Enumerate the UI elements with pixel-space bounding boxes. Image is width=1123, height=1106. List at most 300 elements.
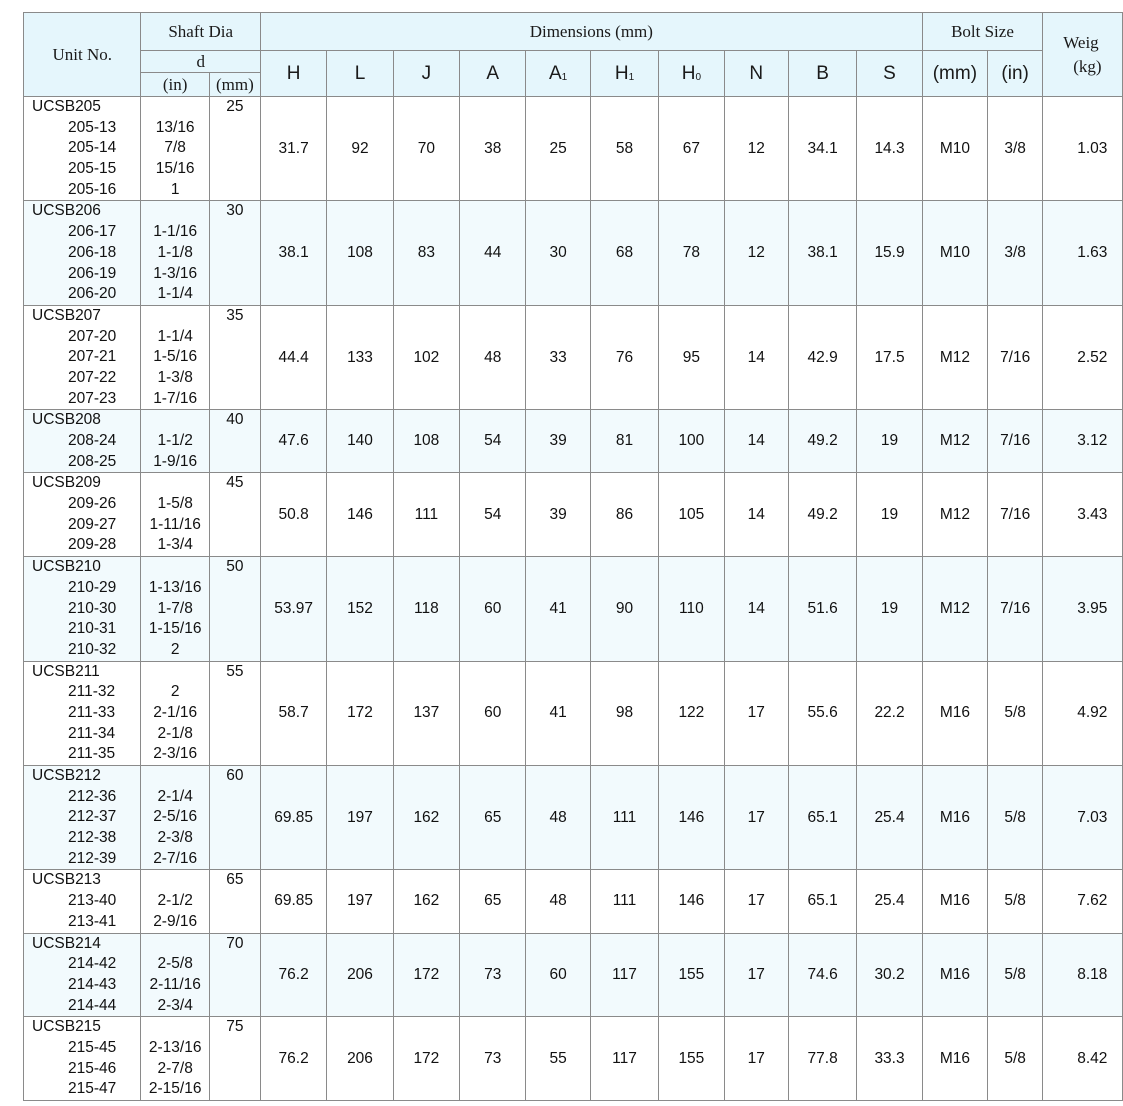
shaft-in-value: 2-3/16: [153, 745, 198, 763]
shaft-mm-value: 50: [226, 558, 244, 576]
dimension-cell: 33: [526, 305, 590, 409]
dimension-cell: 39: [526, 473, 590, 557]
unit-sub-model: 213-40: [68, 892, 117, 910]
dimension-cell: 49.2: [788, 410, 856, 473]
shaft-in-cell: [141, 766, 209, 870]
dimension-cell: 50.8: [260, 473, 326, 557]
col-header: A: [460, 51, 526, 97]
shaft-in-value: 2-7/16: [153, 849, 198, 867]
spacer: [141, 410, 208, 431]
shaft-in-cell: [141, 557, 209, 661]
dimension-cell: 122: [659, 661, 724, 765]
shaft-in-value: 2-15/16: [148, 1080, 202, 1098]
shaft-mm-value: 65: [226, 871, 244, 889]
dimension-cell: 197: [327, 870, 393, 933]
dimension-cell: 17: [724, 1017, 788, 1101]
unit-sub-model: 210-29: [68, 578, 117, 596]
shaft-in-cell: [141, 305, 209, 409]
shaft-mm-value: 75: [226, 1018, 244, 1036]
shaft-in-cell: [141, 1017, 209, 1101]
shaft-in-value: 1-1/4: [157, 285, 193, 303]
unit-sub-model: 211-33: [68, 703, 116, 721]
shaft-mm-value: 25: [226, 98, 244, 115]
dimension-cell: 206: [327, 1017, 393, 1101]
dimension-cell: 90: [590, 557, 658, 661]
dimension-cell: 54: [460, 410, 526, 473]
dimension-cell: 58.7: [260, 661, 326, 765]
unit-no-cell: [24, 766, 141, 870]
dimension-cell: 44.4: [260, 305, 326, 409]
table-row: [24, 870, 1123, 933]
bolt-mm-cell: M12: [922, 473, 987, 557]
dimension-cell: 48: [526, 870, 590, 933]
bolt-in-cell: 5/8: [988, 661, 1043, 765]
col-header: J: [393, 51, 459, 97]
unit-no-cell: [24, 933, 141, 1017]
unit-sub-model: 210-30: [68, 599, 117, 617]
shaft-mm-value: 30: [226, 202, 244, 220]
weight-header-bottom: (kg): [1073, 56, 1102, 76]
unit-model: UCSB210: [32, 558, 101, 576]
dimension-cell: 117: [590, 1017, 658, 1101]
unit-no-cell: [24, 97, 141, 201]
shaft-in-cell: [141, 661, 209, 765]
unit-sub-model: 214-43: [68, 975, 117, 993]
table-row: [24, 97, 1123, 201]
shaft-mm-cell: [209, 766, 260, 870]
table-row: [24, 661, 1123, 765]
shaft-mm-value: 60: [226, 767, 244, 784]
dimension-cell: 108: [393, 410, 459, 473]
dimension-cell: 98: [590, 661, 658, 765]
shaft-d-header: d: [141, 51, 260, 73]
dimension-cell: 76.2: [260, 933, 326, 1017]
col-header: $H_1$: [590, 51, 658, 97]
shaft-mm-cell: [209, 1017, 260, 1101]
dimension-cell: 108: [327, 201, 393, 305]
dimension-cell: 30.2: [857, 933, 922, 1017]
unit-sub-model: 205-15: [68, 160, 117, 178]
col-header: L: [327, 51, 393, 97]
dimension-cell: 17: [724, 870, 788, 933]
dimension-cell: 100: [659, 410, 724, 473]
shaft-mm-cell: [209, 305, 260, 409]
table-row: [24, 410, 1123, 473]
dimension-cell: 14: [724, 557, 788, 661]
unit-sub-model: 212-36: [68, 787, 117, 805]
dimension-cell: 49.2: [788, 473, 856, 557]
unit-sub-model: 206-19: [68, 264, 117, 282]
bolt-in-cell: 7/16: [988, 473, 1043, 557]
dimension-cell: 105: [659, 473, 724, 557]
dimension-cell: 146: [659, 870, 724, 933]
bolt-in-cell: 7/16: [988, 557, 1043, 661]
dimension-cell: 60: [460, 661, 526, 765]
dimension-cell: 76.2: [260, 1017, 326, 1101]
dimension-cell: 48: [460, 305, 526, 409]
dimension-cell: 74.6: [788, 933, 856, 1017]
dimension-cell: 65.1: [788, 870, 856, 933]
dimension-cell: 69.85: [260, 766, 326, 870]
dimension-cell: 14: [724, 410, 788, 473]
shaft-in-value: 1-1/8: [157, 243, 193, 261]
weight-header-top: Weig: [1063, 32, 1099, 52]
dimension-cell: 162: [393, 766, 459, 870]
shaft-in-value: 2-1/4: [157, 787, 193, 805]
dimension-cell: 83: [393, 201, 459, 305]
shaft-mm-value: 45: [226, 474, 244, 492]
bolt-in-cell: 3/8: [988, 97, 1043, 201]
shaft-mm-cell: [209, 473, 260, 557]
shaft-in-header: (in): [141, 73, 209, 97]
dimension-cell: 25.4: [857, 870, 922, 933]
shaft-in-value: 2-3/8: [157, 829, 193, 847]
dimension-cell: 48: [526, 766, 590, 870]
shaft-in-cell: [141, 473, 209, 557]
dimension-cell: 17: [724, 766, 788, 870]
shaft-in-value: 1-3/4: [157, 536, 193, 554]
weight-cell: 3.43: [1043, 473, 1123, 557]
dimension-cell: 60: [460, 557, 526, 661]
table-row: [24, 201, 1123, 305]
shaft-in-value: 1: [170, 180, 180, 198]
table-row: [24, 933, 1123, 1017]
unit-sub-model: 206-20: [68, 285, 117, 303]
unit-model: UCSB215: [32, 1018, 101, 1036]
shaft-in-value: 1-1/16: [153, 223, 198, 241]
dimension-cell: 19: [857, 473, 922, 557]
bolt-in-cell: 5/8: [988, 766, 1043, 870]
unit-sub-model: 205-13: [68, 118, 117, 136]
dimension-cell: 146: [659, 766, 724, 870]
unit-model: UCSB213: [32, 871, 101, 889]
dimension-cell: 55.6: [788, 661, 856, 765]
shaft-in-value: 1-1/2: [157, 432, 193, 449]
dimension-cell: 55: [526, 1017, 590, 1101]
unit-sub-model: 213-41: [68, 912, 117, 930]
dimension-cell: 78: [659, 201, 724, 305]
shaft-in-cell: [141, 870, 209, 933]
spacer: [141, 97, 208, 118]
shaft-in-value: 1-3/8: [157, 368, 193, 386]
dimension-cell: 65: [460, 766, 526, 870]
shaft-mm-value: 40: [226, 411, 244, 429]
shaft-in-value: 2-5/8: [157, 955, 193, 973]
shaft-in-value: 2-1/2: [157, 892, 193, 910]
dimension-cell: 110: [659, 557, 724, 661]
unit-sub-model: 207-22: [68, 368, 117, 386]
unit-sub-model: 210-32: [68, 640, 117, 658]
shaft-mm-cell: [209, 870, 260, 933]
dimension-cell: 155: [659, 1017, 724, 1101]
weight-cell: 7.62: [1043, 870, 1123, 933]
col-header: B: [788, 51, 856, 97]
table-row: [24, 473, 1123, 557]
unit-sub-model: 205-14: [68, 139, 117, 157]
unit-sub-model: 212-38: [68, 829, 117, 847]
bolt-mm-cell: M16: [922, 766, 987, 870]
spec-table-body: [24, 97, 1123, 1101]
dimension-cell: 95: [659, 305, 724, 409]
unit-sub-model: 206-17: [68, 223, 117, 241]
dimension-cell: 118: [393, 557, 459, 661]
shaft-mm-cell: [209, 410, 260, 473]
weight-cell: 8.42: [1043, 1017, 1123, 1101]
dimensions-header: Dimensions (mm): [260, 13, 922, 51]
dimension-cell: 69.85: [260, 870, 326, 933]
shaft-in-value: 2: [170, 640, 180, 658]
bolt-mm-cell: M16: [922, 661, 987, 765]
dimension-cell: 41: [526, 661, 590, 765]
weight-cell: 1.63: [1043, 201, 1123, 305]
dimension-cell: 14.3: [857, 97, 922, 201]
dimension-cell: 53.97: [260, 557, 326, 661]
shaft-in-cell: [141, 97, 209, 201]
unit-sub-model: 211-34: [68, 724, 116, 742]
shaft-in-value: 2-3/4: [157, 996, 193, 1014]
dimension-cell: 34.1: [788, 97, 856, 201]
unit-model: UCSB212: [32, 767, 101, 784]
unit-model: UCSB209: [32, 474, 101, 492]
unit-sub-model: 215-45: [68, 1038, 117, 1056]
unit-no-cell: [24, 870, 141, 933]
dimension-cell: 33.3: [857, 1017, 922, 1101]
spacer: [141, 557, 208, 578]
dimension-cell: 60: [526, 933, 590, 1017]
dimension-cell: 70: [393, 97, 459, 201]
col-header: S: [857, 51, 922, 97]
weight-cell: 7.03: [1043, 766, 1123, 870]
table-row: [24, 766, 1123, 870]
unit-no-cell: [24, 473, 141, 557]
bolt-in-header: (in): [988, 51, 1043, 97]
dimension-cell: 15.9: [857, 201, 922, 305]
dimension-cell: 14: [724, 473, 788, 557]
shaft-mm-cell: [209, 97, 260, 201]
dimension-cell: 51.6: [788, 557, 856, 661]
dimension-cell: 67: [659, 97, 724, 201]
shaft-in-value: 1-1/4: [157, 327, 193, 345]
dimension-cell: 140: [327, 410, 393, 473]
weight-cell: 3.12: [1043, 410, 1123, 473]
unit-sub-model: 210-31: [68, 620, 117, 638]
dimension-cell: 152: [327, 557, 393, 661]
unit-sub-model: 215-47: [68, 1080, 117, 1098]
unit-no-header: Unit No.: [24, 13, 141, 97]
shaft-in-value: 2-5/16: [153, 808, 198, 826]
dimension-cell: 81: [590, 410, 658, 473]
dimension-cell: 76: [590, 305, 658, 409]
shaft-in-value: 7/8: [164, 139, 186, 157]
dimension-cell: 31.7: [260, 97, 326, 201]
dimension-cell: 86: [590, 473, 658, 557]
bolt-in-cell: 5/8: [988, 1017, 1043, 1101]
spacer: [141, 201, 208, 222]
shaft-in-cell: [141, 201, 209, 305]
shaft-in-value: 2-11/16: [149, 975, 201, 993]
unit-sub-model: 206-18: [68, 243, 117, 261]
bolt-mm-header: (mm): [922, 51, 987, 97]
bolt-size-header: Bolt Size: [922, 13, 1043, 51]
shaft-mm-cell: [209, 557, 260, 661]
dimension-cell: 137: [393, 661, 459, 765]
dimension-cell: 54: [460, 473, 526, 557]
shaft-in-value: 1-7/16: [153, 389, 198, 407]
shaft-mm-cell: [209, 201, 260, 305]
unit-no-cell: [24, 410, 141, 473]
unit-sub-model: 211-35: [68, 745, 116, 763]
dimension-cell: 117: [590, 933, 658, 1017]
dimension-cell: 162: [393, 870, 459, 933]
unit-sub-model: 209-27: [68, 515, 117, 533]
unit-sub-model: 212-39: [68, 849, 117, 867]
dimension-cell: 68: [590, 201, 658, 305]
spacer: [141, 306, 208, 327]
bolt-in-cell: 5/8: [988, 933, 1043, 1017]
shaft-in-value: 2-7/8: [157, 1059, 193, 1077]
unit-sub-model: 209-28: [68, 536, 117, 554]
unit-model: UCSB206: [32, 202, 101, 220]
unit-sub-model: 207-23: [68, 389, 117, 407]
shaft-mm-header: (mm): [209, 73, 260, 97]
bolt-mm-cell: M12: [922, 305, 987, 409]
dimension-cell: 172: [393, 933, 459, 1017]
dimension-cell: 206: [327, 933, 393, 1017]
dimension-cell: 65: [460, 870, 526, 933]
col-header: $H_0$: [659, 51, 724, 97]
dimension-cell: 38: [460, 97, 526, 201]
spacer: [141, 662, 208, 683]
unit-sub-model: 214-42: [68, 955, 117, 973]
weight-cell: 1.03: [1043, 97, 1123, 201]
dimension-cell: 44: [460, 201, 526, 305]
unit-sub-model: 208-24: [68, 432, 117, 449]
unit-sub-model: 207-20: [68, 327, 117, 345]
dimension-cell: 172: [393, 1017, 459, 1101]
bolt-mm-cell: M10: [922, 201, 987, 305]
shaft-in-value: 1-9/16: [153, 452, 198, 470]
shaft-mm-value: 35: [226, 306, 244, 324]
dimension-cell: 38.1: [260, 201, 326, 305]
dimension-cell: 41: [526, 557, 590, 661]
dimension-cell: 39: [526, 410, 590, 473]
table-row: [24, 557, 1123, 661]
unit-sub-model: 209-26: [68, 495, 117, 513]
shaft-in-value: 15/16: [155, 160, 195, 178]
unit-sub-model: 214-44: [68, 996, 117, 1014]
dimension-cell: 73: [460, 1017, 526, 1101]
shaft-mm-cell: [209, 933, 260, 1017]
weight-cell: 4.92: [1043, 661, 1123, 765]
unit-sub-model: 212-37: [68, 808, 117, 826]
bearing-spec-table: [23, 12, 1123, 1101]
unit-no-cell: [24, 305, 141, 409]
dimension-cell: 73: [460, 933, 526, 1017]
unit-sub-model: 211-32: [68, 683, 116, 701]
col-header: H: [260, 51, 326, 97]
weight-cell: 2.52: [1043, 305, 1123, 409]
bolt-mm-cell: M16: [922, 870, 987, 933]
dimension-cell: 14: [724, 305, 788, 409]
weight-cell: 8.18: [1043, 933, 1123, 1017]
shaft-mm-value: 70: [226, 934, 244, 952]
dimension-cell: 111: [590, 870, 658, 933]
spacer: [141, 1017, 208, 1038]
bolt-in-cell: 3/8: [988, 201, 1043, 305]
dimension-cell: 47.6: [260, 410, 326, 473]
dimension-cell: 133: [327, 305, 393, 409]
dimension-cell: 65.1: [788, 766, 856, 870]
shaft-in-value: 13/16: [155, 118, 195, 136]
dimension-cell: 77.8: [788, 1017, 856, 1101]
unit-model: UCSB205: [32, 98, 101, 115]
weight-header: [1043, 13, 1123, 97]
dimension-cell: 38.1: [788, 201, 856, 305]
dimension-cell: 17: [724, 661, 788, 765]
table-row: [24, 305, 1123, 409]
shaft-in-value: 2: [170, 683, 180, 701]
col-header: $A_1$: [526, 51, 590, 97]
shaft-in-cell: [141, 933, 209, 1017]
unit-model: UCSB211: [32, 662, 100, 680]
dimension-cell: 42.9: [788, 305, 856, 409]
shaft-in-value: 1-5/8: [157, 495, 193, 513]
shaft-in-value: 2-9/16: [153, 912, 198, 930]
bolt-in-cell: 7/16: [988, 305, 1043, 409]
dimension-cell: 25.4: [857, 766, 922, 870]
unit-sub-model: 208-25: [68, 452, 117, 470]
spacer: [141, 934, 208, 955]
table-row: [24, 1017, 1123, 1101]
unit-model: UCSB207: [32, 306, 101, 324]
bolt-in-cell: 5/8: [988, 870, 1043, 933]
unit-no-cell: [24, 661, 141, 765]
weight-cell: 3.95: [1043, 557, 1123, 661]
unit-sub-model: 215-46: [68, 1059, 117, 1077]
shaft-in-value: 1-5/16: [153, 348, 198, 366]
unit-sub-model: 205-16: [68, 180, 117, 198]
bolt-in-cell: 7/16: [988, 410, 1043, 473]
shaft-in-value: 2-1/16: [153, 703, 198, 721]
dimension-cell: 197: [327, 766, 393, 870]
dimension-cell: 22.2: [857, 661, 922, 765]
dimension-cell: 17: [724, 933, 788, 1017]
bolt-mm-cell: M16: [922, 933, 987, 1017]
unit-no-cell: [24, 1017, 141, 1101]
shaft-in-value: 2-13/16: [148, 1038, 202, 1056]
dimension-cell: 172: [327, 661, 393, 765]
shaft-in-value: 1-11/16: [149, 515, 201, 533]
unit-sub-model: 207-21: [68, 348, 117, 366]
bolt-mm-cell: M10: [922, 97, 987, 201]
shaft-mm-cell: [209, 661, 260, 765]
shaft-in-value: 2-1/8: [157, 724, 193, 742]
col-header: N: [724, 51, 788, 97]
unit-model: UCSB214: [32, 934, 101, 952]
dimension-cell: 12: [724, 97, 788, 201]
dimension-cell: 58: [590, 97, 658, 201]
dimension-cell: 25: [526, 97, 590, 201]
unit-no-cell: [24, 201, 141, 305]
unit-model: UCSB208: [32, 411, 101, 429]
dimension-cell: 102: [393, 305, 459, 409]
unit-no-cell: [24, 557, 141, 661]
shaft-in-value: 1-13/16: [148, 578, 202, 596]
spacer: [141, 766, 208, 787]
shaft-in-value: 1-15/16: [148, 620, 202, 638]
bolt-mm-cell: M12: [922, 557, 987, 661]
spec-table-container: [23, 12, 1108, 1098]
